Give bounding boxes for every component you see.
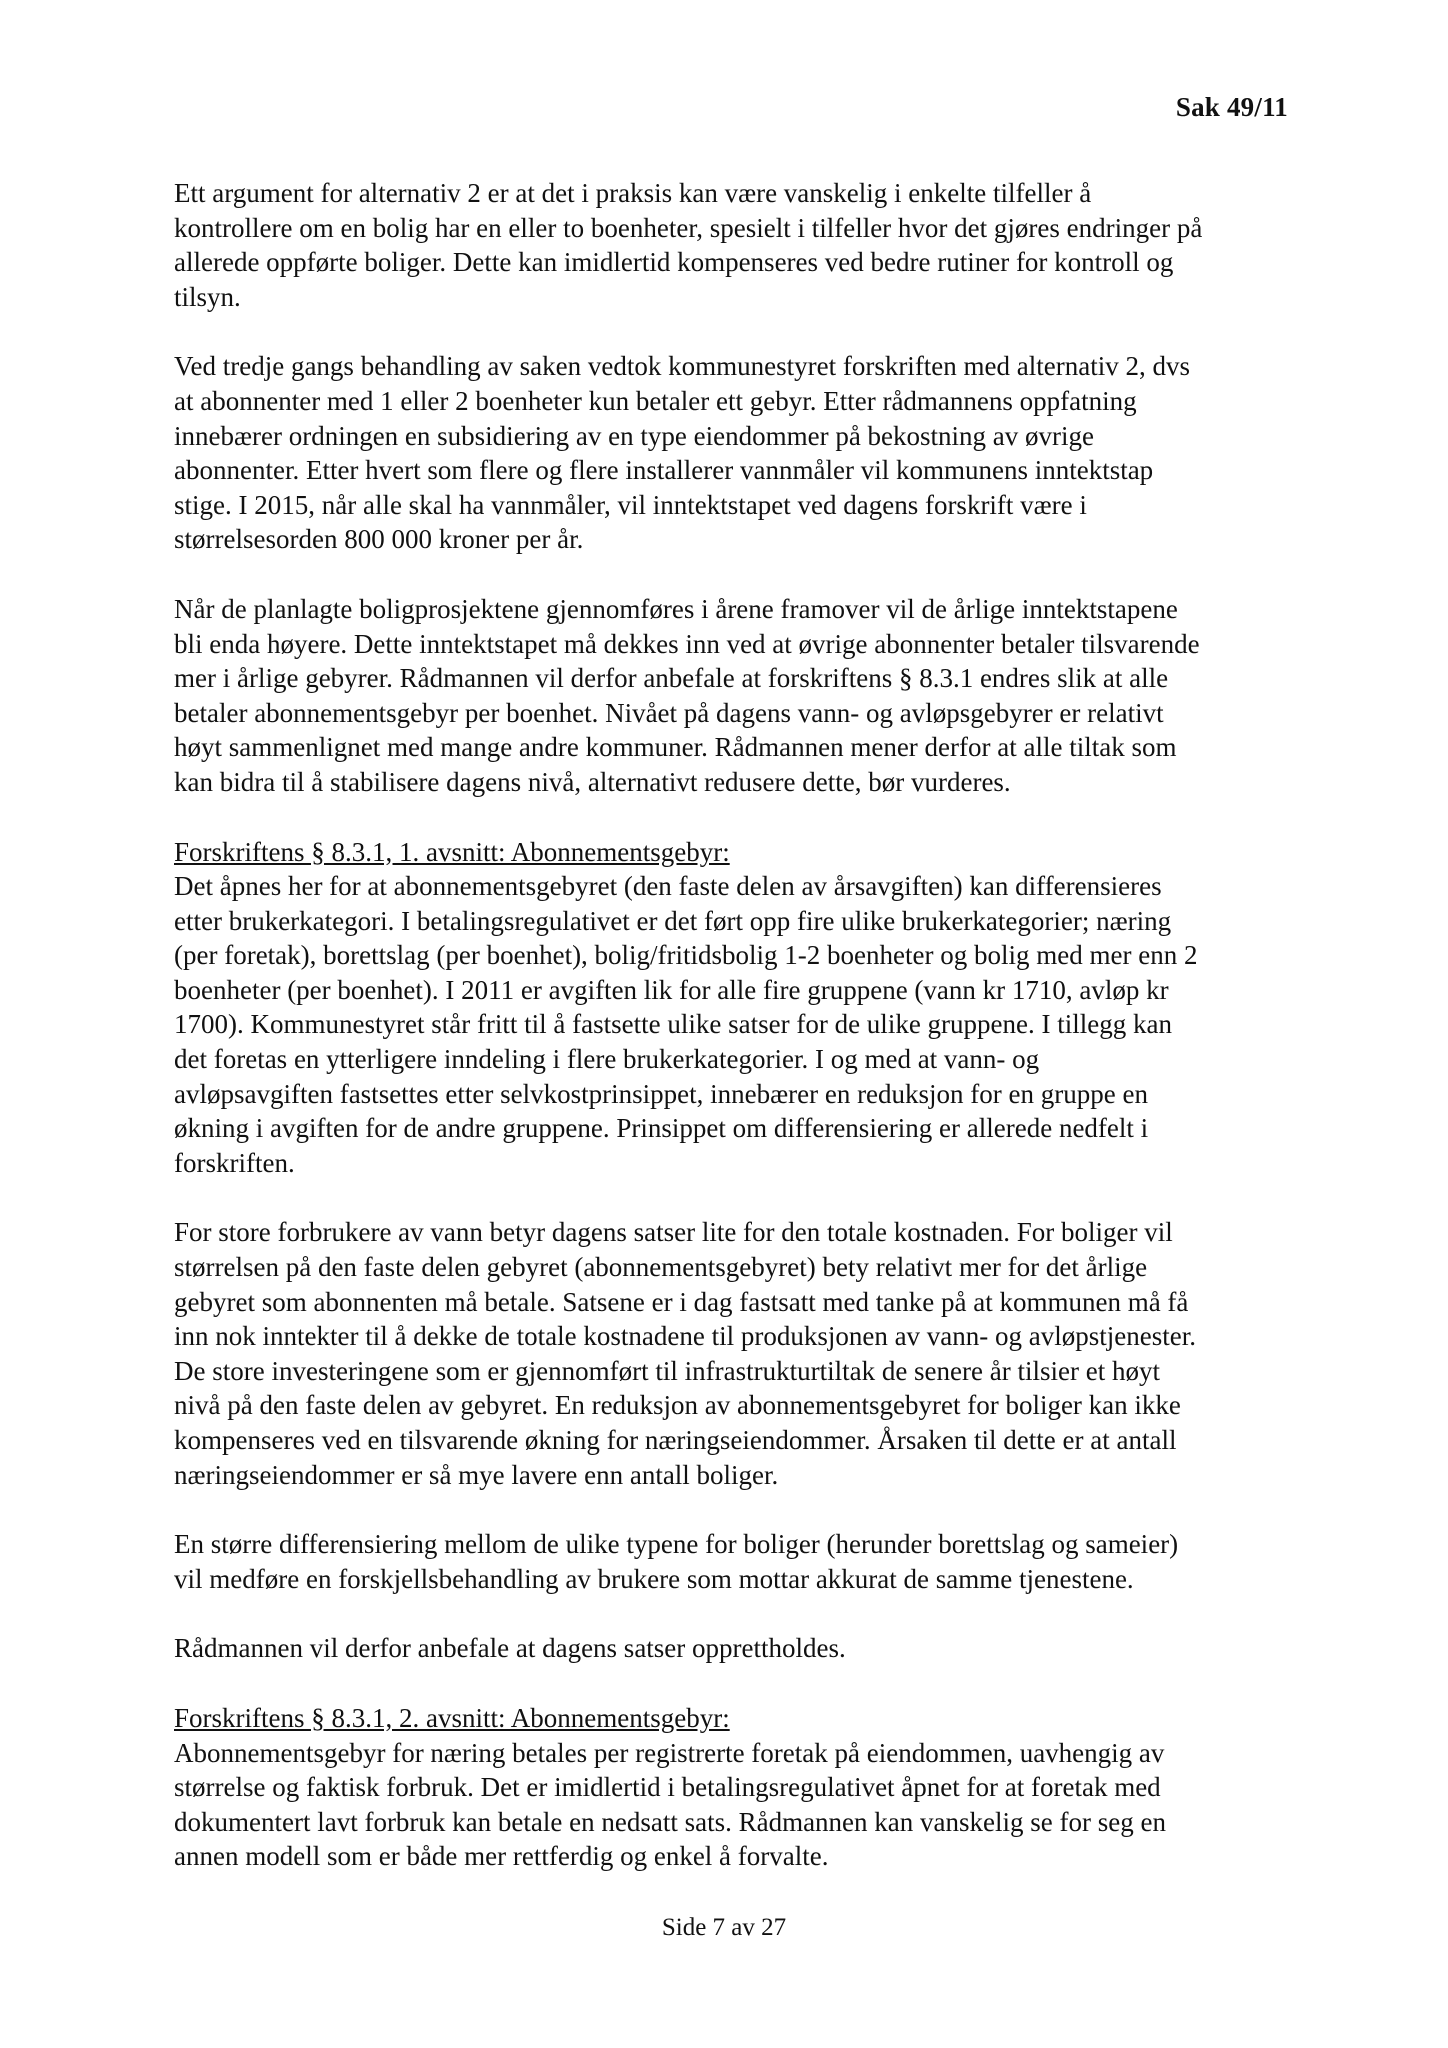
paragraph	[174, 1215, 1299, 1492]
case-number: Sak 49/11	[1175, 92, 1288, 122]
text-line: De store investeringene som er gjennomført til infrastrukturtiltak de senere år tilsier et høyt	[174, 1355, 1160, 1386]
text-line: annen modell som er både mer rettferdig og enkel å forvalte.	[174, 1841, 829, 1872]
paragraph	[174, 176, 1299, 314]
text-line: størrelse og faktisk forbruk. Det er imidlertid i betalingsregulativet åpnet for at foretak med	[174, 1772, 1161, 1803]
text-line: kompenseres ved en tilsvarende økning for næringseiendommer. Årsaken til dette er at antall	[174, 1425, 1177, 1455]
text-line: gebyret som abonnenten må betale. Satsene er i dag fastsatt med tanke på at kommunen må få	[174, 1286, 1189, 1317]
paragraph	[174, 349, 1299, 557]
text-line: kan bidra til å stabilisere dagens nivå, alternativt redusere dette, bør vurderes.	[174, 766, 1011, 797]
paragraph	[174, 592, 1299, 800]
text-line: bli enda høyere. Dette inntektstapet må dekkes inn ved at øvrige abonnenter betaler tilsvarende	[174, 628, 1200, 659]
text-line: Når de planlagte boligprosjektene gjennomføres i årene framover vil de årlige inntektstapene	[174, 593, 1178, 624]
paragraph	[174, 1701, 1299, 1874]
text-line: Abonnementsgebyr for næring betales per registrerte foretak på eiendommen, uavhengig av	[174, 1737, 1165, 1768]
text-line: tilsyn.	[174, 281, 241, 312]
text-line: inn nok inntekter til å dekke de totale kostnadene til produksjonen av vann- og avløpstjenester.	[174, 1321, 1196, 1352]
text-line: mer i årlige gebyrer. Rådmannen vil derfor anbefale at forskriftens § 8.3.1 endres slik at alle	[174, 663, 1169, 694]
text-line: forskriften.	[174, 1147, 295, 1178]
text-line: 1700). Kommunestyret står fritt til å fastsette ulike satser for de ulike gruppene. I tillegg kan	[174, 1009, 1172, 1040]
text-line: betaler abonnementsgebyr per boenhet. Nivået på dagens vann- og avløpsgebyrer er relativt	[174, 697, 1164, 728]
text-line: at abonnenter med 1 eller 2 boenheter kun betaler ett gebyr. Etter rådmannens oppfatning	[174, 385, 1137, 416]
text-line: nivå på den faste delen av gebyret. En reduksjon av abonnementsgebyret for boliger kan ikke	[174, 1390, 1181, 1421]
text-line: kontrollere om en bolig har en eller to boenheter, spesielt i tilfeller hvor det gjøres endringer på	[174, 212, 1203, 243]
text-line: En større differensiering mellom de ulike typene for boliger (herunder borettslag og sameier)	[174, 1529, 1179, 1560]
text-line: etter brukerkategori. I betalingsregulativet er det ført opp fire ulike brukerkategorier; næring	[174, 905, 1172, 936]
text-line: For store forbrukere av vann betyr dagens satser lite for den totale kostnaden. For boliger vil	[174, 1217, 1173, 1248]
text-line: størrelsen på den faste delen gebyret (abonnementsgebyret) bety relativt mer for det årlige	[174, 1252, 1148, 1283]
text-line: abonnenter. Etter hvert som flere og flere installerer vannmåler vil kommunens inntektstap	[174, 455, 1154, 486]
text-line: næringseiendommer er så mye lavere enn antall boliger.	[174, 1459, 779, 1490]
text-line: vil medføre en forskjellsbehandling av brukere som mottar akkurat de samme tjenestene.	[174, 1563, 1134, 1594]
paragraph	[174, 1527, 1299, 1596]
text-line: innebærer ordningen en subsidiering av en type eiendommer på bekostning av øvrige	[174, 420, 1095, 451]
text-line: stige. I 2015, når alle skal ha vannmåler, vil inntektstapet ved dagens forskrift være i	[174, 489, 1087, 520]
text-line: høyt sammenlignet med mange andre kommuner. Rådmannen mener derfor at alle tiltak som	[174, 732, 1177, 763]
text-line: Ett argument for alternativ 2 er at det i praksis kan være vanskelig i enkelte tilfeller å	[174, 178, 1092, 208]
text-line: allerede oppførte boliger. Dette kan imidlertid kompenseres ved bedre rutiner for kontroll og	[174, 247, 1174, 278]
text-line: Rådmannen vil derfor anbefale at dagens satser opprettholdes.	[174, 1633, 846, 1664]
text-line: dokumentert lavt forbruk kan betale en nedsatt sats. Rådmannen kan vanskelig se for seg en	[174, 1806, 1166, 1837]
section-heading: Forskriftens § 8.3.1, 2. avsnitt: Abonnementsgebyr:	[174, 1702, 730, 1733]
text-line: Det åpnes her for at abonnementsgebyret (den faste delen av årsavgiften) kan differensieres	[174, 871, 1162, 902]
text-line: (per foretak), borettslag (per boenhet), bolig/fritidsbolig 1-2 boenheter og bolig med mer enn 2	[174, 940, 1198, 971]
text-line: størrelsesorden 800 000 kroner per år.	[174, 524, 584, 555]
paragraph	[174, 1631, 1299, 1666]
page-footer: Side 7 av 27	[661, 1914, 787, 1941]
text-line: økning i avgiften for de andre gruppene. Prinsippet om differensiering er allerede nedfelt i	[174, 1113, 1149, 1144]
document-body	[174, 176, 1299, 1909]
section-heading: Forskriftens § 8.3.1, 1. avsnitt: Abonnementsgebyr:	[174, 836, 730, 867]
paragraph	[174, 835, 1299, 1181]
text-line: boenheter (per boenhet). I 2011 er avgiften lik for alle fire gruppene (vann kr 1710, avløp kr	[174, 974, 1169, 1005]
text-line: Ved tredje gangs behandling av saken vedtok kommunestyret forskriften med alternativ 2, dvs	[174, 351, 1190, 382]
text-line: avløpsavgiften fastsettes etter selvkostprinsippet, innebærer en reduksjon for en gruppe en	[174, 1078, 1148, 1109]
text-line: det foretas en ytterligere inndeling i flere brukerkategorier. I og med at vann- og	[174, 1044, 1040, 1075]
